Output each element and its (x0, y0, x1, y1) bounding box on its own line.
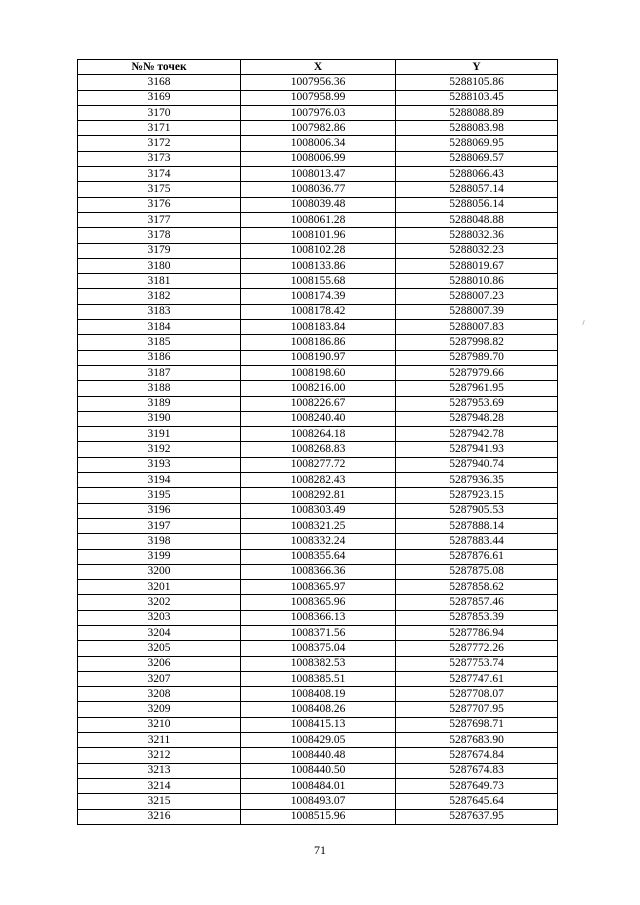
cell-y: 5288032.23 (396, 243, 558, 258)
cell-x: 1008268.83 (241, 442, 396, 457)
cell-y: 5287707.95 (396, 702, 558, 717)
cell-point-number: 3199 (78, 549, 241, 564)
cell-x: 1007982.86 (241, 121, 396, 136)
cell-x: 1008292.81 (241, 488, 396, 503)
cell-y: 5288103.45 (396, 90, 558, 105)
table-row (78, 503, 558, 518)
cell-y: 5287936.35 (396, 473, 558, 488)
cell-point-number: 3170 (78, 105, 241, 120)
table-row (78, 763, 558, 778)
cell-point-number: 3190 (78, 411, 241, 426)
cell-point-number: 3182 (78, 289, 241, 304)
table-row (78, 335, 558, 350)
table-row (78, 350, 558, 365)
table-row (78, 105, 558, 120)
cell-y: 5287940.74 (396, 457, 558, 472)
cell-point-number: 3185 (78, 335, 241, 350)
cell-x: 1008216.00 (241, 381, 396, 396)
cell-y: 5287649.73 (396, 778, 558, 793)
table-row (78, 595, 558, 610)
cell-y: 5287888.14 (396, 518, 558, 533)
cell-point-number: 3203 (78, 610, 241, 625)
cell-x: 1008240.40 (241, 411, 396, 426)
cell-y: 5287853.39 (396, 610, 558, 625)
table-row (78, 671, 558, 686)
table-row (78, 794, 558, 809)
cell-x: 1008429.05 (241, 733, 396, 748)
cell-point-number: 3187 (78, 365, 241, 380)
table-row (78, 197, 558, 212)
cell-point-number: 3183 (78, 304, 241, 319)
table-row (78, 274, 558, 289)
table-row (78, 457, 558, 472)
cell-y: 5287858.62 (396, 580, 558, 595)
table-row (78, 473, 558, 488)
cell-x: 1008371.56 (241, 625, 396, 640)
cell-point-number: 3169 (78, 90, 241, 105)
cell-x: 1007958.99 (241, 90, 396, 105)
cell-y: 5287953.69 (396, 396, 558, 411)
table-row (78, 396, 558, 411)
cell-y: 5288007.39 (396, 304, 558, 319)
table-row (78, 564, 558, 579)
table-row (78, 809, 558, 824)
cell-x: 1008515.96 (241, 809, 396, 824)
cell-point-number: 3180 (78, 258, 241, 273)
cell-x: 1008061.28 (241, 212, 396, 227)
cell-y: 5288069.95 (396, 136, 558, 151)
cell-point-number: 3171 (78, 121, 241, 136)
cell-point-number: 3212 (78, 748, 241, 763)
table-row (78, 778, 558, 793)
cell-x: 1008039.48 (241, 197, 396, 212)
cell-x: 1008408.26 (241, 702, 396, 717)
table-row (78, 212, 558, 227)
cell-point-number: 3209 (78, 702, 241, 717)
cell-y: 5288057.14 (396, 182, 558, 197)
header-y: Y (396, 60, 558, 75)
cell-y: 5288083.98 (396, 121, 558, 136)
header-x: X (241, 60, 396, 75)
cell-point-number: 3178 (78, 228, 241, 243)
cell-point-number: 3176 (78, 197, 241, 212)
cell-x: 1008332.24 (241, 534, 396, 549)
cell-x: 1008366.36 (241, 564, 396, 579)
table-row (78, 549, 558, 564)
cell-point-number: 3197 (78, 518, 241, 533)
cell-point-number: 3215 (78, 794, 241, 809)
table-row (78, 304, 558, 319)
table-row (78, 427, 558, 442)
page-number: 71 (314, 843, 326, 857)
cell-y: 5288007.83 (396, 320, 558, 335)
cell-x: 1007956.36 (241, 75, 396, 90)
cell-y: 5288056.14 (396, 197, 558, 212)
cell-point-number: 3174 (78, 167, 241, 182)
table-row (78, 702, 558, 717)
cell-y: 5287998.82 (396, 335, 558, 350)
cell-x: 1008355.64 (241, 549, 396, 564)
cell-point-number: 3186 (78, 350, 241, 365)
cell-y: 5288088.89 (396, 105, 558, 120)
table-row (78, 641, 558, 656)
cell-point-number: 3184 (78, 320, 241, 335)
cell-point-number: 3195 (78, 488, 241, 503)
cell-point-number: 3175 (78, 182, 241, 197)
cell-point-number: 3191 (78, 427, 241, 442)
table-row (78, 534, 558, 549)
cell-y: 5287674.83 (396, 763, 558, 778)
cell-x: 1008226.67 (241, 396, 396, 411)
cell-y: 5288019.67 (396, 258, 558, 273)
cell-point-number: 3177 (78, 212, 241, 227)
table-row (78, 75, 558, 90)
cell-point-number: 3205 (78, 641, 241, 656)
table-row (78, 748, 558, 763)
cell-y: 5287875.08 (396, 564, 558, 579)
cell-x: 1008102.28 (241, 243, 396, 258)
cell-y: 5287876.61 (396, 549, 558, 564)
cell-y: 5287923.15 (396, 488, 558, 503)
cell-point-number: 3179 (78, 243, 241, 258)
cell-y: 5288069.57 (396, 151, 558, 166)
table-row (78, 365, 558, 380)
cell-point-number: 3192 (78, 442, 241, 457)
cell-y: 5287857.46 (396, 595, 558, 610)
cell-y: 5288010.86 (396, 274, 558, 289)
table-row (78, 136, 558, 151)
scan-speck (582, 320, 585, 325)
cell-y: 5288048.88 (396, 212, 558, 227)
cell-x: 1008006.34 (241, 136, 396, 151)
cell-x: 1008190.97 (241, 350, 396, 365)
cell-point-number: 3194 (78, 473, 241, 488)
cell-y: 5287961.95 (396, 381, 558, 396)
table-row (78, 733, 558, 748)
table-row (78, 411, 558, 426)
cell-x: 1008101.96 (241, 228, 396, 243)
table-row (78, 518, 558, 533)
table-row (78, 243, 558, 258)
table-row (78, 320, 558, 335)
table-row (78, 381, 558, 396)
cell-point-number: 3193 (78, 457, 241, 472)
cell-y: 5287941.93 (396, 442, 558, 457)
table-row (78, 442, 558, 457)
cell-x: 1008174.39 (241, 289, 396, 304)
cell-x: 1008036.77 (241, 182, 396, 197)
cell-point-number: 3202 (78, 595, 241, 610)
cell-point-number: 3181 (78, 274, 241, 289)
cell-point-number: 3172 (78, 136, 241, 151)
table-row (78, 717, 558, 732)
cell-point-number: 3213 (78, 763, 241, 778)
table-row (78, 258, 558, 273)
cell-x: 1008006.99 (241, 151, 396, 166)
cell-x: 1008408.19 (241, 687, 396, 702)
table-row (78, 182, 558, 197)
cell-y: 5287989.70 (396, 350, 558, 365)
cell-x: 1008366.13 (241, 610, 396, 625)
table-row (78, 90, 558, 105)
cell-point-number: 3173 (78, 151, 241, 166)
cell-y: 5287942.78 (396, 427, 558, 442)
cell-point-number: 3168 (78, 75, 241, 90)
cell-x: 1008183.84 (241, 320, 396, 335)
header-point-number: №№ точек (78, 60, 241, 75)
cell-x: 1008277.72 (241, 457, 396, 472)
cell-x: 1008133.86 (241, 258, 396, 273)
cell-point-number: 3206 (78, 656, 241, 671)
cell-y: 5287786.94 (396, 625, 558, 640)
cell-point-number: 3196 (78, 503, 241, 518)
cell-point-number: 3198 (78, 534, 241, 549)
table-header-row (78, 60, 558, 75)
cell-point-number: 3201 (78, 580, 241, 595)
cell-x: 1008282.43 (241, 473, 396, 488)
cell-y: 5287772.26 (396, 641, 558, 656)
cell-x: 1008375.04 (241, 641, 396, 656)
cell-point-number: 3189 (78, 396, 241, 411)
table-row (78, 151, 558, 166)
table-row (78, 580, 558, 595)
cell-x: 1008013.47 (241, 167, 396, 182)
cell-x: 1008155.68 (241, 274, 396, 289)
cell-point-number: 3210 (78, 717, 241, 732)
table-body (78, 75, 558, 825)
cell-x: 1008264.18 (241, 427, 396, 442)
cell-y: 5287753.74 (396, 656, 558, 671)
cell-y: 5287979.66 (396, 365, 558, 380)
table-row (78, 488, 558, 503)
cell-y: 5287637.95 (396, 809, 558, 824)
table-row (78, 625, 558, 640)
cell-x: 1008198.60 (241, 365, 396, 380)
cell-point-number: 3200 (78, 564, 241, 579)
cell-x: 1008415.13 (241, 717, 396, 732)
cell-x: 1008484.01 (241, 778, 396, 793)
cell-y: 5288032.36 (396, 228, 558, 243)
cell-y: 5287698.71 (396, 717, 558, 732)
table-row (78, 656, 558, 671)
cell-x: 1008440.48 (241, 748, 396, 763)
cell-x: 1008303.49 (241, 503, 396, 518)
cell-y: 5287683.90 (396, 733, 558, 748)
cell-x: 1008178.42 (241, 304, 396, 319)
cell-y: 5287708.07 (396, 687, 558, 702)
cell-point-number: 3207 (78, 671, 241, 686)
cell-point-number: 3188 (78, 381, 241, 396)
cell-y: 5288066.43 (396, 167, 558, 182)
table-row (78, 121, 558, 136)
cell-y: 5288007.23 (396, 289, 558, 304)
cell-point-number: 3208 (78, 687, 241, 702)
cell-y: 5287948.28 (396, 411, 558, 426)
cell-y: 5287747.61 (396, 671, 558, 686)
cell-x: 1008186.86 (241, 335, 396, 350)
cell-x: 1007976.03 (241, 105, 396, 120)
table-row (78, 687, 558, 702)
cell-y: 5287674.84 (396, 748, 558, 763)
cell-x: 1008365.97 (241, 580, 396, 595)
cell-point-number: 3216 (78, 809, 241, 824)
cell-y: 5287645.64 (396, 794, 558, 809)
cell-x: 1008382.53 (241, 656, 396, 671)
cell-y: 5287883.44 (396, 534, 558, 549)
cell-y: 5287905.53 (396, 503, 558, 518)
cell-x: 1008440.50 (241, 763, 396, 778)
cell-x: 1008365.96 (241, 595, 396, 610)
table-row (78, 228, 558, 243)
table-row (78, 610, 558, 625)
cell-y: 5288105.86 (396, 75, 558, 90)
cell-x: 1008493.07 (241, 794, 396, 809)
table-row (78, 289, 558, 304)
cell-x: 1008321.25 (241, 518, 396, 533)
cell-point-number: 3204 (78, 625, 241, 640)
table-row (78, 167, 558, 182)
cell-x: 1008385.51 (241, 671, 396, 686)
cell-point-number: 3211 (78, 733, 241, 748)
cell-point-number: 3214 (78, 778, 241, 793)
coordinates-table (77, 59, 558, 825)
